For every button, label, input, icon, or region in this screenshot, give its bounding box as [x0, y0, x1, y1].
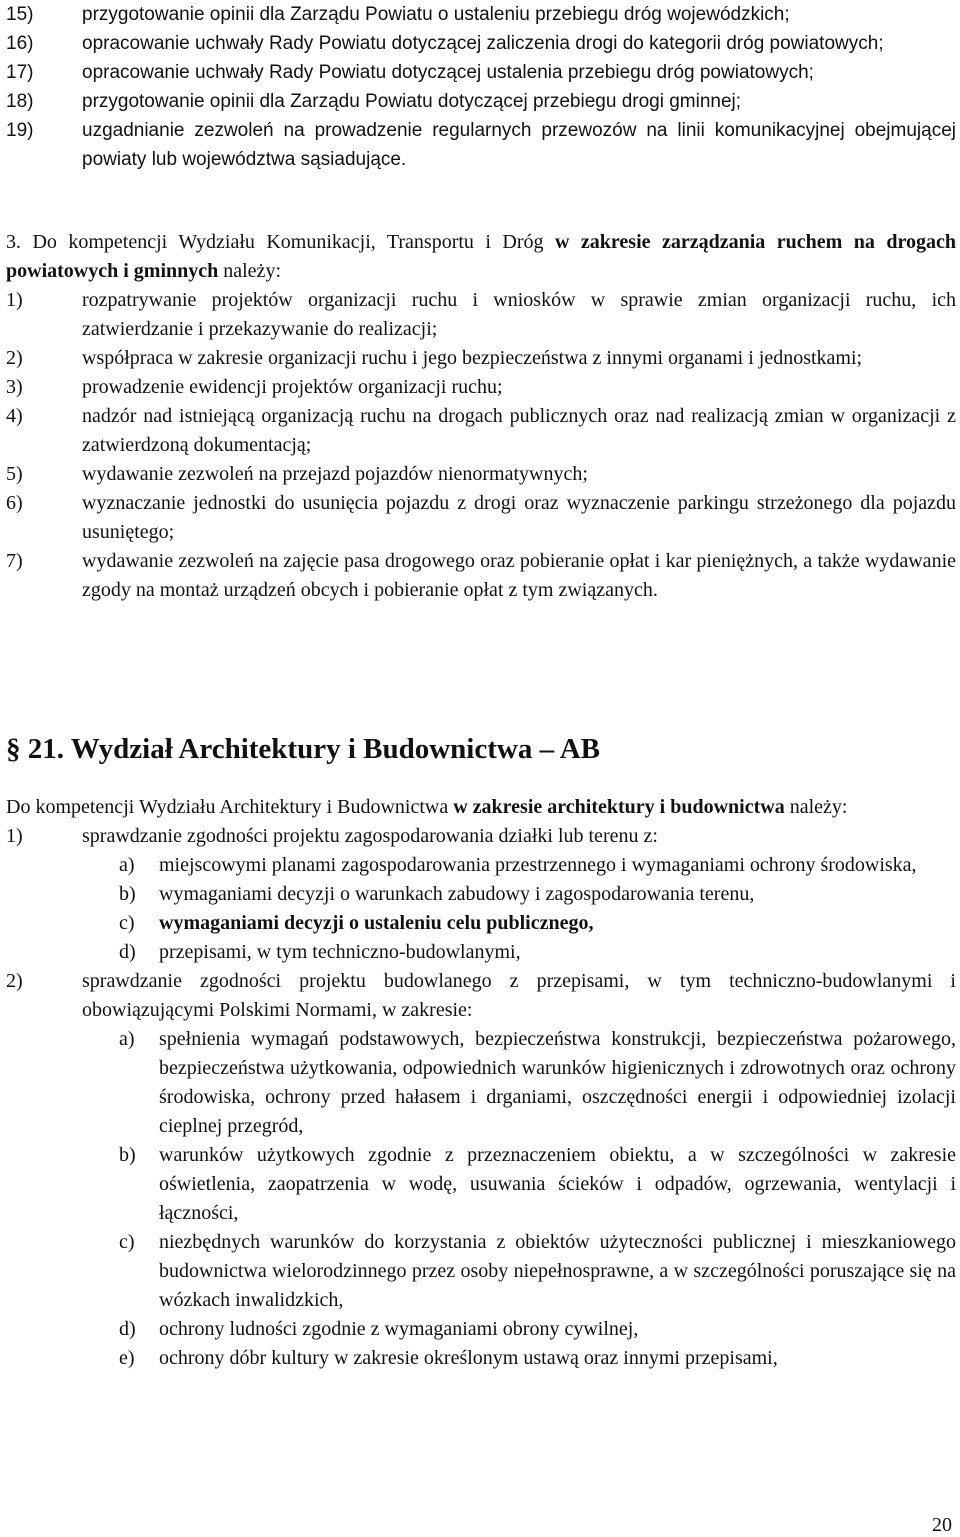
- item-number: 7): [6, 550, 23, 572]
- list-item: [6, 489, 956, 547]
- item-number: 2): [6, 347, 23, 369]
- item-text: przygotowanie opinii dla Zarządu Powiatu dotyczącej przebiegu drogi gminnej;: [82, 91, 742, 112]
- item-number: 16): [6, 33, 34, 54]
- item-text: wydawanie zezwoleń na zajęcie pasa drogowego oraz pobieranie opłat i kar pieniężnych, a także wydawanie zgody na montaż urządzeń obcych i pobieranie opłat z tym związanych.: [82, 550, 956, 601]
- sub-item-letter: c): [119, 912, 135, 934]
- item-text: przygotowanie opinii dla Zarządu Powiatu o ustaleniu przebiegu dróg wojewódzkich;: [82, 4, 790, 25]
- section-21: [6, 793, 956, 1373]
- sub-item-text: wymaganiami decyzji o ustaleniu celu publicznego,: [159, 912, 594, 934]
- list-item: [6, 87, 956, 116]
- list-item: [6, 967, 956, 1025]
- section-heading: § 21. Wydział Architektury i Budownictwa – AB: [6, 733, 601, 765]
- item-number: 15): [6, 4, 34, 25]
- item-text: opracowanie uchwały Rady Powiatu dotyczącej ustalenia przebiegu dróg powiatowych;: [82, 62, 814, 83]
- item-number: 3): [6, 376, 23, 398]
- sub-item-text: niezbędnych warunków do korzystania z obiektów użyteczności publicznej i mieszkaniowego budownictwa wielorodzinnego przez osoby niepełnosprawne, a w szczególności poruszające się na wózkach inwalidzkich,: [159, 1231, 956, 1311]
- section-3-intro: [6, 228, 956, 286]
- sub-item-letter: d): [119, 941, 136, 963]
- section-21-intro: [6, 793, 956, 822]
- item-number: 6): [6, 492, 23, 514]
- list-item: [6, 0, 956, 29]
- list-item: [6, 116, 956, 174]
- list-top: [6, 0, 956, 174]
- sub-item: [119, 938, 956, 967]
- item-number: 19): [6, 120, 34, 141]
- list-item: [6, 344, 956, 373]
- sub-item: [119, 880, 956, 909]
- sub-item-letter: b): [119, 1144, 136, 1166]
- sub-item: [119, 851, 956, 880]
- item-number: 1): [6, 825, 23, 847]
- sub-item-text: warunków użytkowych zgodnie z przeznaczeniem obiektu, a w szczególności w zakresie oświetlenia, zaopatrzenia w wodę, usuwania ścieków i odpadów, ogrzewania, wentylacji i łączności,: [159, 1144, 956, 1224]
- item-text: wyznaczanie jednostki do usunięcia pojazdu z drogi oraz wyznaczenie parkingu strzeżonego dla pojazdu usuniętego;: [82, 492, 956, 543]
- intro-end-text: należy:: [784, 796, 848, 818]
- item-text: uzgadnianie zezwoleń na prowadzenie regularnych przewozów na linii komunikacyjnej obejmującej powiaty lub województwa sąsiadujące.: [82, 120, 956, 170]
- item-text: rozpatrywanie projektów organizacji ruchu i wniosków w sprawie zmian organizacji ruchu, ich zatwierdzanie i przekazywanie do realizacji;: [82, 289, 956, 340]
- item-number: 18): [6, 91, 34, 112]
- intro-bold-text: w zakresie architektury i budownictwa: [453, 796, 785, 818]
- page-number: 20: [932, 1514, 952, 1536]
- sub-item-letter: c): [119, 1231, 135, 1253]
- item-text: wydawanie zezwoleń na przejazd pojazdów nienormatywnych;: [82, 463, 588, 485]
- item-text: sprawdzanie zgodności projektu zagospodarowania działki lub terenu z:: [82, 825, 658, 847]
- item-text: sprawdzanie zgodności projektu budowlanego z przepisami, w tym techniczno-budowlanymi i obowiązującymi Polskimi Normami, w zakresie:: [82, 970, 956, 1021]
- sub-item-letter: b): [119, 883, 136, 905]
- item-text: nadzór nad istniejącą organizacją ruchu na drogach publicznych oraz nad realizacją zmian w organizacji z zatwierdzoną dokumentacją;: [82, 405, 956, 456]
- item-text: opracowanie uchwały Rady Powiatu dotyczącej zaliczenia drogi do kategorii dróg powiatowych;: [82, 33, 884, 54]
- list-item: [6, 286, 956, 344]
- sub-item: [119, 1228, 956, 1315]
- sub-item-letter: a): [119, 1028, 135, 1050]
- sub-item-letter: e): [119, 1347, 135, 1369]
- intro-text: 3. Do kompetencji Wydziału Komunikacji, Transportu i Dróg: [6, 231, 555, 253]
- sub-item: [119, 1315, 956, 1344]
- item-text: współpraca w zakresie organizacji ruchu i jego bezpieczeństwa z innymi organami i jednostkami;: [82, 347, 863, 369]
- intro-text: Do kompetencji Wydziału Architektury i Budownictwa: [6, 796, 454, 818]
- sub-item-text: spełnienia wymagań podstawowych, bezpieczeństwa konstrukcji, bezpieczeństwa pożarowego, bezpieczeństwa użytkowania, odpowiednich warunków higienicznych i zdrowotnych oraz ochrony środowiska, ochrony przed hałasem i drganiami, oszczędności energii i odpowiedniej izolacji cieplnej przegród,: [159, 1028, 956, 1137]
- section-3: [6, 228, 956, 605]
- list-item: [6, 402, 956, 460]
- sub-item: [119, 1141, 956, 1228]
- sub-item-text: ochrony dóbr kultury w zakresie określonym ustawą oraz innymi przepisami,: [159, 1347, 778, 1369]
- item-number: 1): [6, 289, 23, 311]
- sub-item-text: ochrony ludności zgodnie z wymaganiami obrony cywilnej,: [159, 1318, 639, 1340]
- sub-item-text: przepisami, w tym techniczno-budowlanymi,: [159, 941, 521, 963]
- intro-bold-text: w zakresie zarządzania ruchem na drogach powiatowych i gminnych: [6, 231, 956, 282]
- list-item: [6, 373, 956, 402]
- list-item: [6, 460, 956, 489]
- list-item: [6, 29, 956, 58]
- item-number: 5): [6, 463, 23, 485]
- intro-end-text: należy:: [218, 260, 281, 282]
- sub-item: [119, 1025, 956, 1141]
- list-item: [6, 547, 956, 605]
- list-item: [6, 58, 956, 87]
- sub-item-text: wymaganiami decyzji o warunkach zabudowy i zagospodarowania terenu,: [159, 883, 755, 905]
- item-number: 4): [6, 405, 23, 427]
- item-number: 2): [6, 970, 23, 992]
- sub-item-letter: d): [119, 1318, 136, 1340]
- item-text: prowadzenie ewidencji projektów organizacji ruchu;: [82, 376, 503, 398]
- sub-item-text: miejscowymi planami zagospodarowania przestrzennego i wymaganiami ochrony środowiska,: [159, 854, 917, 876]
- sub-item-letter: a): [119, 854, 135, 876]
- list-item: [6, 822, 956, 851]
- sub-item: [119, 909, 956, 938]
- item-number: 17): [6, 62, 34, 83]
- sub-item: [119, 1344, 956, 1373]
